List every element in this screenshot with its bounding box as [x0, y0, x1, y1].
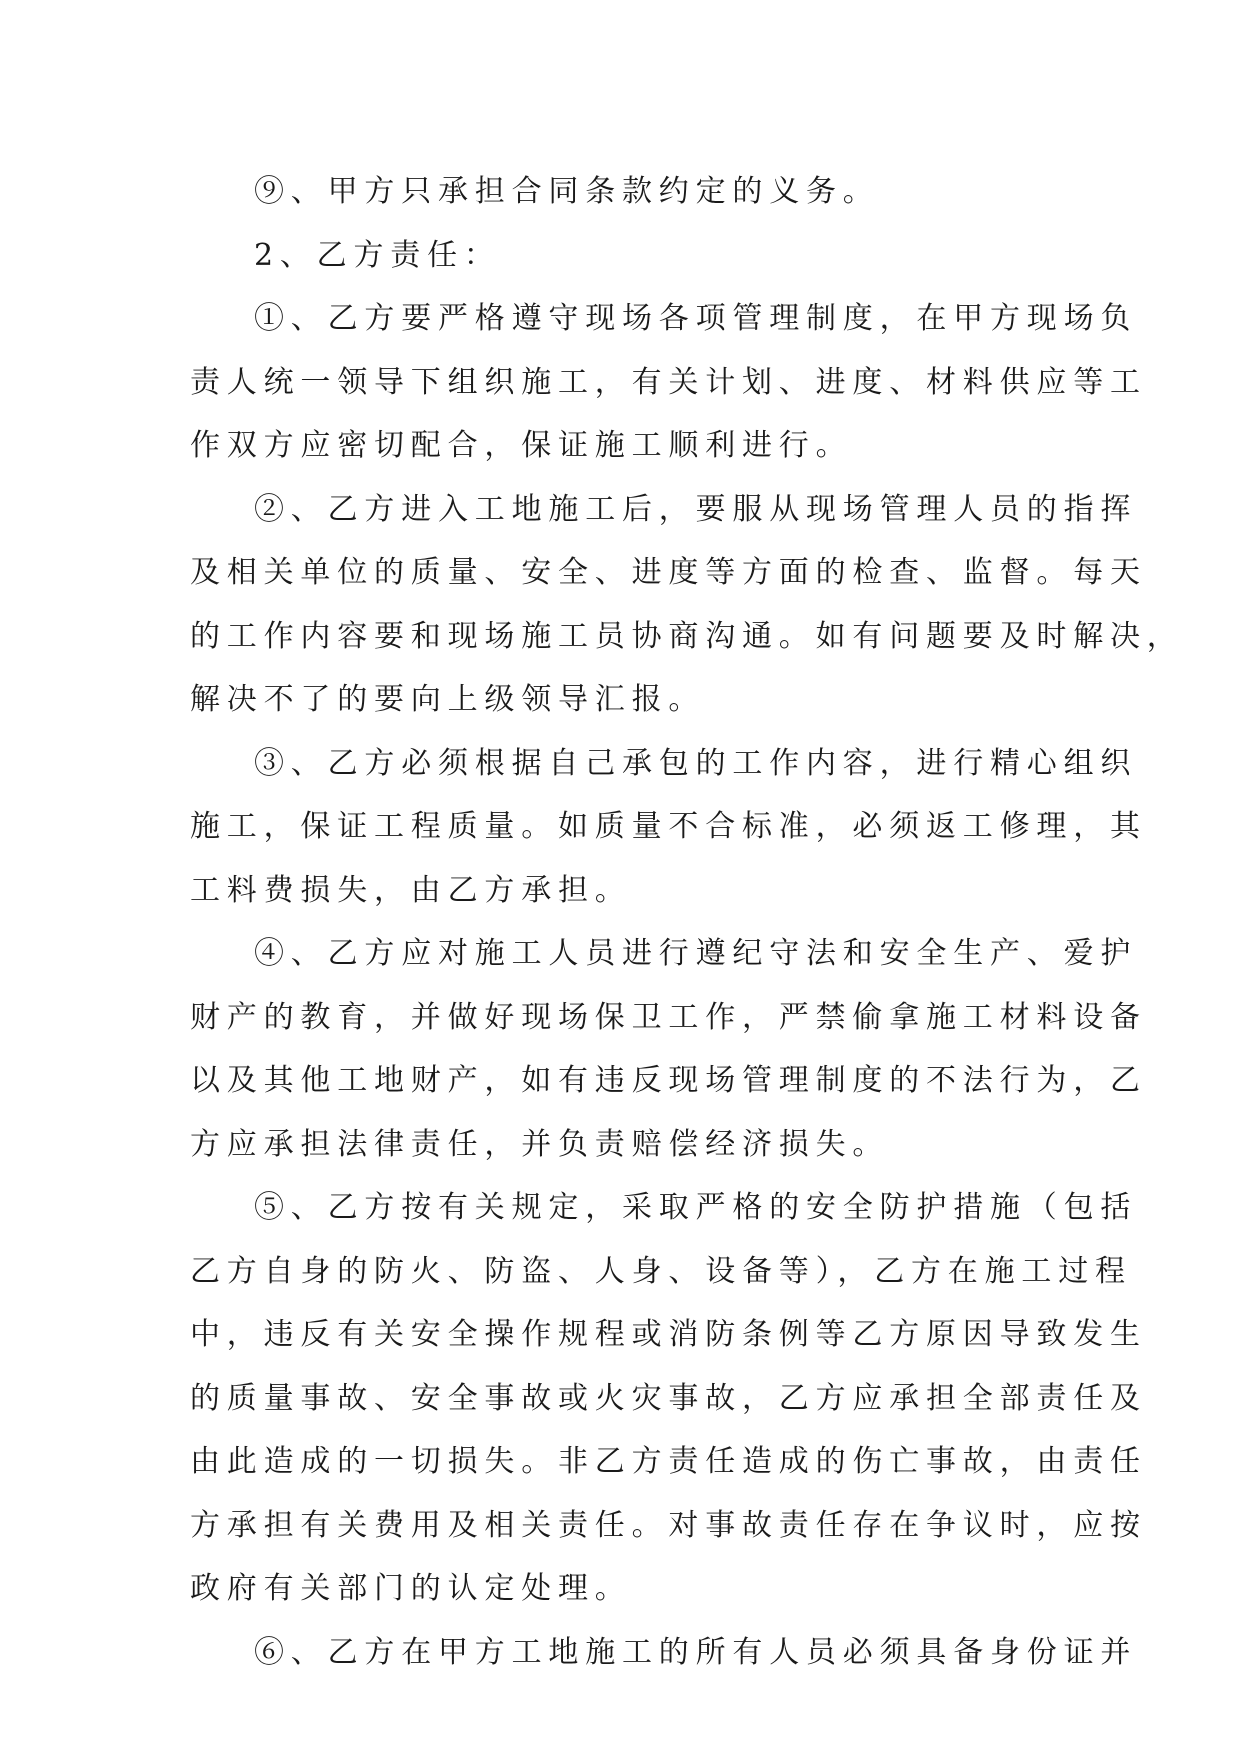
- clause-5-line-5: 由此造成的一切损失。非乙方责任造成的伤亡事故，由责任: [190, 1444, 1147, 1479]
- clause-1-line-2: 责人统一领导下组织施工，有关计划、进度、材料供应等工: [190, 364, 1147, 400]
- clause-9-party-a-duties: ⑨、甲方只承担合同条款约定的义务。: [254, 174, 880, 209]
- clause-1-line-1: ①、乙方要严格遵守现场各项管理制度，在甲方现场负: [254, 301, 1138, 336]
- clause-4-line-3: 以及其他工地财产，如有违反现场管理制度的不法行为，乙: [190, 1063, 1147, 1098]
- clause-6-line-1: ⑥、乙方在甲方工地施工的所有人员必须具备身份证并: [254, 1634, 1138, 1670]
- clause-5-line-1: ⑤、乙方按有关规定，采取严格的安全防护措施（包括: [254, 1190, 1138, 1225]
- clause-2-line-3: 的工作内容要和现场施工员协商沟通。如有问题要及时解决，: [190, 618, 1184, 654]
- document-body: [190, 160, 1184, 1684]
- clause-2-line-4: 解决不了的要向上级领导汇报。: [190, 682, 706, 717]
- heading-party-b-responsibilities: 2、乙方责任：: [254, 237, 501, 273]
- clause-4-line-4: 方应承担法律责任，并负责赔偿经济损失。: [190, 1126, 890, 1162]
- clause-1-line-3: 作双方应密切配合，保证施工顺利进行。: [190, 428, 853, 463]
- clause-3-line-3: 工料费损失，由乙方承担。: [190, 872, 632, 908]
- clause-5-line-7: 政府有关部门的认定处理。: [190, 1571, 632, 1606]
- clause-2-line-1: ②、乙方进入工地施工后，要服从现场管理人员的指挥: [254, 491, 1138, 527]
- clause-2-line-2: 及相关单位的质量、安全、进度等方面的检查、监督。每天: [190, 555, 1147, 590]
- clause-4-line-1: ④、乙方应对施工人员进行遵纪守法和安全生产、爱护: [254, 936, 1138, 971]
- clause-4-line-2: 财产的教育，并做好现场保卫工作，严禁偷拿施工材料设备: [190, 999, 1147, 1035]
- clause-3-line-1: ③、乙方必须根据自己承包的工作内容，进行精心组织: [254, 745, 1138, 781]
- clause-5-line-6: 方承担有关费用及相关责任。对事故责任存在争议时，应按: [190, 1507, 1147, 1543]
- clause-5-line-2: 乙方自身的防火、防盗、人身、设备等），乙方在施工过程: [190, 1253, 1132, 1289]
- clause-5-line-3: 中，违反有关安全操作规程或消防条例等乙方原因导致发生: [190, 1317, 1147, 1352]
- clause-5-line-4: 的质量事故、安全事故或火灾事故，乙方应承担全部责任及: [190, 1380, 1147, 1416]
- clause-3-line-2: 施工，保证工程质量。如质量不合标准，必须返工修理，其: [190, 809, 1147, 844]
